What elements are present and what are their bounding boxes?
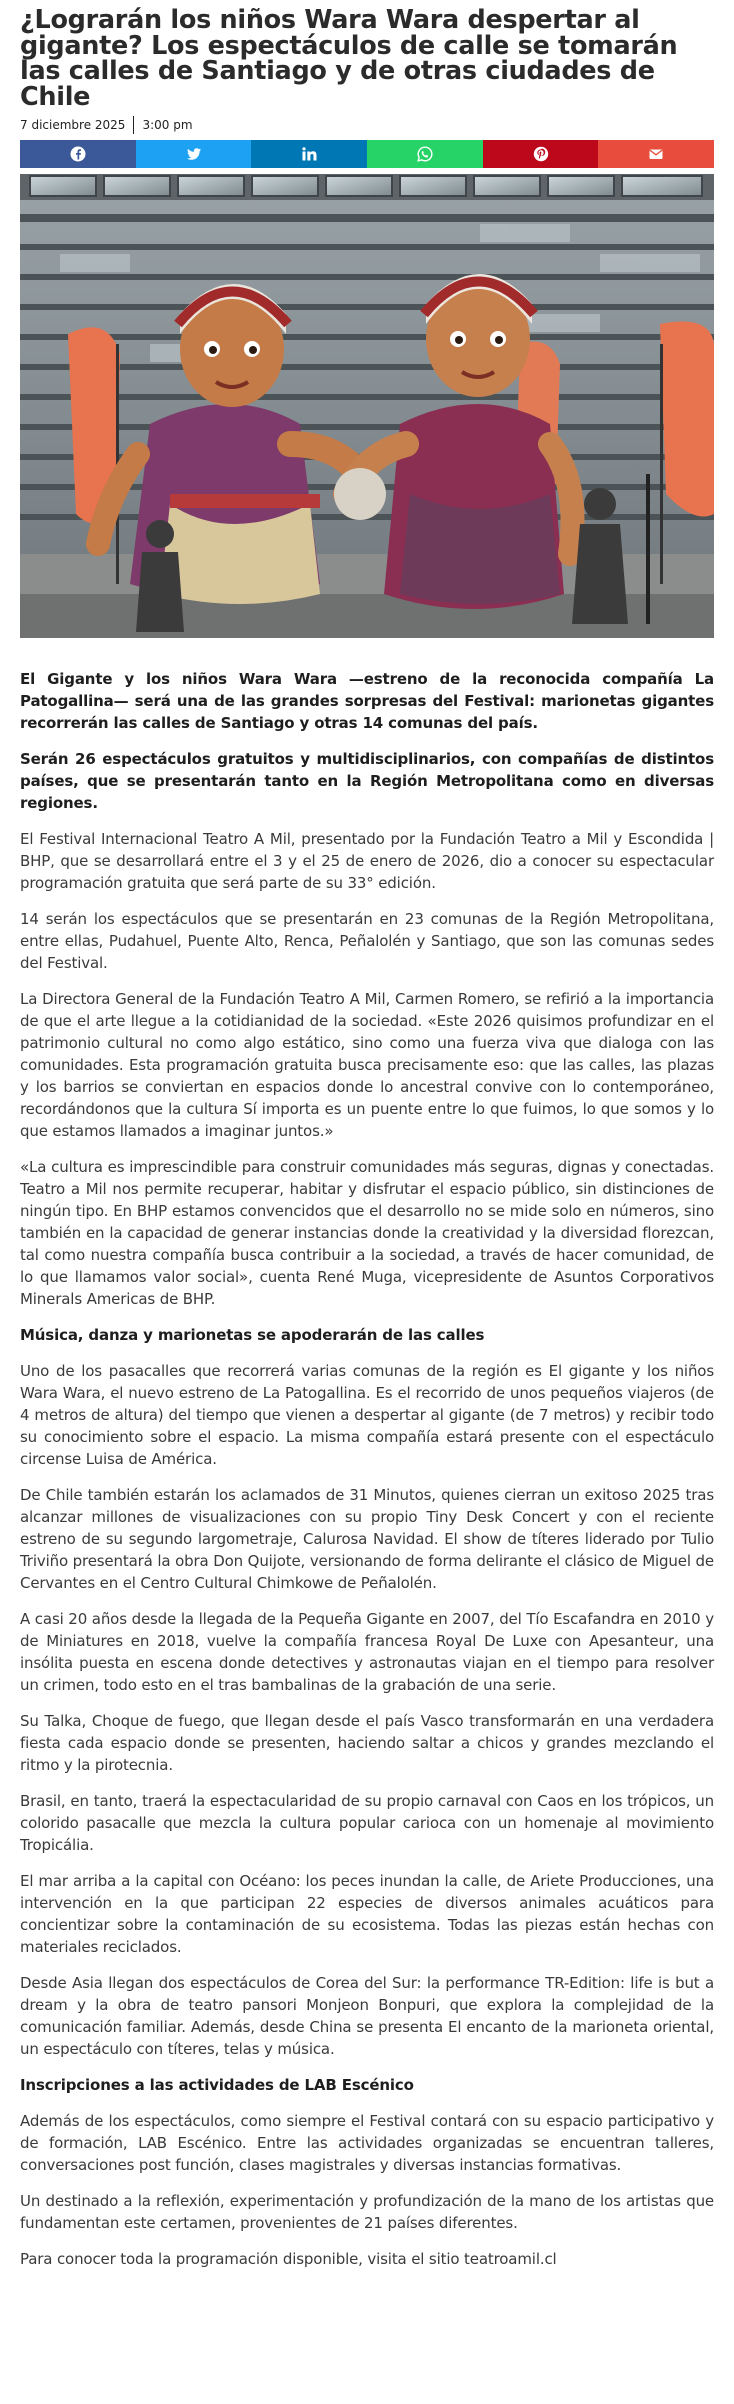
- twitter-icon: [186, 146, 202, 162]
- paragraph-3: La Directora General de la Fundación Teatro A Mil, Carmen Romero, se refirió a la importancia de que el arte llegue a la cotidianidad de la sociedad. «Este 2026 quisimos profundizar en el patrimonio cultural no como algo estático, sino como una fuerza viva que dialoga con las comunidades. Esta programación gratuita busca precisamente eso: que las calles, las plazas y los barrios se conviertan en espacios donde lo ancestral convive con lo contemporáneo, recordándonos que la cultura Sí importa es un puente entre lo que fuimos, lo que somos y lo que estamos llamados a imaginar juntos.»: [20, 990, 714, 1140]
- envelope-icon: [648, 146, 664, 162]
- article-meta: [20, 116, 714, 134]
- paragraph-2: 14 serán los espectáculos que se presentarán en 23 comunas de la Región Metropolitana, entre ellas, Pudahuel, Puente Alto, Renca, Peñalolén y Santiago, que son las comunas sedes del Festival.: [20, 910, 714, 972]
- paragraph-8: Su Talka, Choque de fuego, que llegan desde el país Vasco transformarán en una verdadera fiesta cada espacio donde se presenten, haciendo saltar a chicos y grandes mezclando el ritmo y la pirotecnia.: [20, 1712, 714, 1774]
- share-twitter-button[interactable]: [136, 140, 252, 168]
- paragraph-10: El mar arriba a la capital con Océano: los peces inundan la calle, de Ariete Producciones, una intervención en la que participan 22 especies de diversos animales acuáticos para concientizar sobre la contaminación de su ecosistema. Todas las piezas están hechas con materiales reciclados.: [20, 1872, 714, 1956]
- paragraph-5: Uno de los pasacalles que recorrerá varias comunas de la región es El gigante y los niños Wara Wara, el nuevo estreno de La Patogallina. Es el recorrido de unos pequeños viajeros (de 4 metros de altura) del tiempo que vienen a despertar al gigante (de 7 metros) y recibir todo su conocimiento sobre el espacio. La misma compañía estará presente con el espectáculo circense Luisa de América.: [20, 1362, 714, 1468]
- meta-divider: [133, 116, 134, 134]
- pinterest-icon: [533, 146, 549, 162]
- article: [20, 5, 714, 2270]
- article-body: [20, 668, 714, 2270]
- share-bar: [20, 140, 714, 168]
- publish-time: 3:00 pm: [142, 118, 193, 132]
- whatsapp-icon: [417, 146, 433, 162]
- paragraph-13: Un destinado a la reflexión, experimentación y profundización de la mano de los artistas que fundamentan este certamen, provenientes de 21 países diferentes.: [20, 2192, 714, 2232]
- paragraph-7: A casi 20 años desde la llegada de la Pequeña Gigante en 2007, del Tío Escafandra en 2010 y de Miniatures en 2018, vuelve la compañía francesa Royal De Luxe con Apesanteur, una insólita puesta en escena donde detectives y astronautas viajan en el tiempo para resolver un crimen, todo esto en el tras bambalinas de la grabación de una serie.: [20, 1610, 714, 1694]
- lead-paragraph-2: Serán 26 espectáculos gratuitos y multidisciplinarios, con compañías de distintos países, que se presentarán tanto en la Región Metropolitana como en diversas regiones.: [20, 750, 714, 812]
- paragraph-4: «La cultura es imprescindible para construir comunidades más seguras, dignas y conectadas. Teatro a Mil nos permite recuperar, habitar y disfrutar el espacio público, sin distinciones de ningún tipo. En BHP estamos convencidos que el desarrollo no se mide solo en números, sino también en la capacidad de generar instancias donde la creatividad y la diversidad florezcan, tal como nuestra compañía busca contribuir a la sociedad, a través de hacer comunidad, de lo que llamamos valor social», cuenta René Muga, vicepresidente de Asuntos Corporativos Minerals Americas de BHP.: [20, 1158, 714, 1308]
- facebook-icon: [70, 146, 86, 162]
- subheading-1: Música, danza y marionetas se apoderarán de las calles: [20, 1326, 485, 1344]
- share-email-button[interactable]: [598, 140, 714, 168]
- paragraph-6: De Chile también estarán los aclamados de 31 Minutos, quienes cierran un exitoso 2025 tras alcanzar millones de visualizaciones con su propio Tiny Desk Concert y con el reciente estreno de su segundo largometraje, Calurosa Navidad. El show de títeres liderado por Tulio Triviño presentará la obra Don Quijote, versionando de forma delirante el clásico de Miguel de Cervantes en el Centro Cultural Chimkowe de Peñalolén.: [20, 1486, 714, 1592]
- paragraph-9: Brasil, en tanto, traerá la espectacularidad de su propio carnaval con Caos en los trópicos, un colorido pasacalle que mezcla la cultura popular carioca con un homenaje al movimiento Tropicália.: [20, 1792, 714, 1854]
- article-title: ¿Lograrán los niños Wara Wara despertar al gigante? Los espectáculos de calle se tomarán las calles de Santiago y de otras ciudades de Chile: [20, 5, 678, 112]
- lead-paragraph-1: El Gigante y los niños Wara Wara —estreno de la reconocida compañía La Patogallina— será una de las grandes sorpresas del Festival: marionetas gigantes recorrerán las calles de Santiago y otras 14 comunas del país.: [20, 670, 714, 732]
- hero-image: [20, 174, 714, 638]
- share-pinterest-button[interactable]: [483, 140, 599, 168]
- share-whatsapp-button[interactable]: [367, 140, 483, 168]
- paragraph-12: Además de los espectáculos, como siempre el Festival contará con su espacio participativo y de formación, LAB Escénico. Entre las actividades organizadas se encuentran talleres, conversaciones post función, clases magistrales y diversas instancias formativas.: [20, 2112, 714, 2174]
- publish-date: 7 diciembre 2025: [20, 118, 126, 132]
- share-linkedin-button[interactable]: [251, 140, 367, 168]
- linkedin-icon: [301, 146, 317, 162]
- paragraph-14: Para conocer toda la programación disponible, visita el sitio teatroamil.cl: [20, 2250, 557, 2268]
- subheading-2: Inscripciones a las actividades de LAB Escénico: [20, 2076, 414, 2094]
- paragraph-1: El Festival Internacional Teatro A Mil, presentado por la Fundación Teatro a Mil y Escondida | BHP, que se desarrollará entre el 3 y el 25 de enero de 2026, dio a conocer su espectacular programación gratuita que será parte de su 33° edición.: [20, 830, 714, 892]
- share-facebook-button[interactable]: [20, 140, 136, 168]
- paragraph-11: Desde Asia llegan dos espectáculos de Corea del Sur: la performance TR-Edition: life is but a dream y la obra de teatro pansori Monjeon Bonpuri, que explora la complejidad de la comunicación familiar. Además, desde China se presenta El encanto de la marioneta oriental, un espectáculo con títeres, telas y música.: [20, 1974, 714, 2058]
